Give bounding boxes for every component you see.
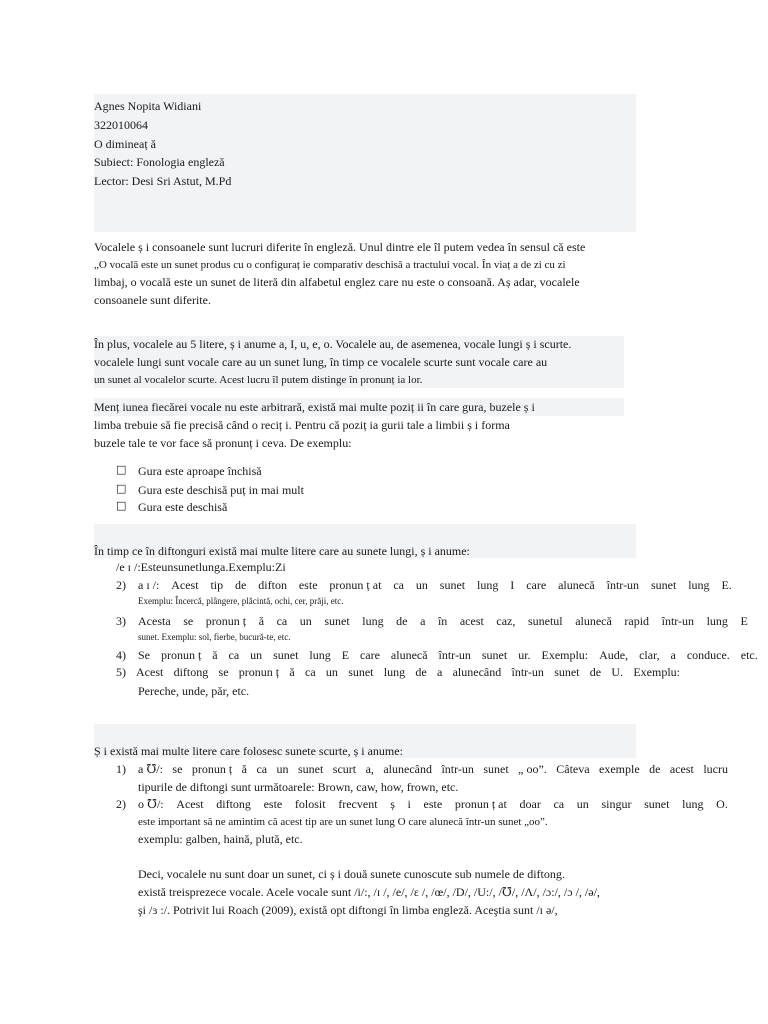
- word: este: [263, 797, 283, 811]
- word: acest: [459, 614, 484, 628]
- word: un: [576, 797, 589, 811]
- word: Exemplu:: [633, 665, 680, 679]
- word: ca: [276, 614, 288, 628]
- bullet-item: Gura este deschisă puț in mai mult: [138, 483, 304, 497]
- word: se: [172, 762, 183, 776]
- word: într-un: [438, 648, 471, 662]
- word: pronun ț at: [329, 578, 382, 592]
- list-number: 3): [116, 614, 126, 628]
- p2-line: un sunet al vocalelor scurte. Acest lucru îl putem distinge în pronunț ia lor.: [94, 374, 423, 386]
- final-line: Deci, vocalele nu sunt doar un sunet, ci ș i două sunete cunoscute sub numele de diftong.: [138, 867, 565, 881]
- word: a: [437, 665, 443, 679]
- word: ca: [393, 578, 404, 592]
- word: de: [396, 614, 408, 628]
- student-id: 322010064: [94, 118, 148, 132]
- word: este: [423, 797, 443, 811]
- list-number: 5): [116, 665, 126, 679]
- word: pronun ț: [205, 614, 247, 628]
- final-line: şi /ɜ :/. Potrivit lui Roach (2009), există opt diftongi în limba engleză. Aceştia sunt /ɪ ə/,: [138, 903, 558, 917]
- bullet-item: Gura este deschisă: [138, 500, 228, 514]
- list-number: 1): [116, 762, 126, 776]
- word: conduce.: [686, 648, 730, 662]
- word: E: [341, 648, 350, 662]
- word: I: [510, 578, 515, 592]
- diphthong-intro: În timp ce în diftonguri există mai multe litere care au sunete lungi, ș i anume:: [94, 544, 470, 558]
- lecturer: Lector: Desi Sri Astut, M.Pd: [94, 174, 232, 188]
- word: Exemplu:: [541, 648, 589, 662]
- word: ca: [553, 797, 565, 811]
- word: lung: [362, 614, 384, 628]
- word: sunet: [481, 648, 508, 662]
- word: ș: [390, 797, 395, 811]
- word: pronun ț at: [454, 797, 507, 811]
- word: Aude,: [599, 648, 629, 662]
- word: un: [415, 578, 428, 592]
- word: ca: [228, 648, 240, 662]
- word: un: [325, 665, 338, 679]
- word: ca: [305, 665, 316, 679]
- word: sunet: [644, 797, 670, 811]
- word: sunet: [554, 665, 580, 679]
- word: a,: [365, 762, 374, 776]
- word: alunecă: [558, 578, 595, 592]
- word: lung: [682, 797, 704, 811]
- word: clar,: [639, 648, 660, 662]
- word: Câteva: [556, 762, 590, 776]
- word: se: [183, 614, 194, 628]
- word: doar: [519, 797, 541, 811]
- checkbox-bullet-icon: □: [116, 499, 127, 512]
- word: sunet: [273, 648, 299, 662]
- final-line: există treisprezece vocale. Acele vocale sunt /i/:, /ɪ /, /e/, /ɛ /, /œ/, /D/, /U:/, /℧/, /Λ/, /ɔ:/, /ɔ /, /ə/,: [138, 885, 600, 899]
- word: singur: [601, 797, 632, 811]
- word: a: [420, 614, 426, 628]
- p2-line: În plus, vocalele au 5 litere, ș i anume a, I, u, e, o. Vocalele au, de asemenea, vocale lungi ș i scurte.: [94, 337, 572, 351]
- word: ă: [212, 648, 218, 662]
- word: ă: [258, 614, 265, 628]
- short-item-2: [138, 796, 728, 812]
- word: „ oo”.: [518, 762, 547, 776]
- word: într-un: [661, 614, 695, 628]
- word: diftong: [216, 797, 251, 811]
- diph-item-3: [138, 613, 748, 629]
- word: a ℧/:: [138, 762, 163, 776]
- word: în: [437, 614, 448, 628]
- word: ca: [256, 762, 268, 776]
- word: E.: [721, 578, 732, 592]
- word: într-un: [441, 762, 474, 776]
- word: de: [589, 665, 602, 679]
- p1-line: Vocalele ș i consoanele sunt lucruri diferite în engleză. Unul dintre ele îl putem vedea în sensul că este: [94, 240, 586, 254]
- word: un: [299, 614, 312, 628]
- short-item-1: [138, 761, 728, 777]
- word: sunet: [298, 762, 324, 776]
- diph-item-4: [138, 647, 758, 663]
- word: rapid: [624, 614, 650, 628]
- word: pronun ț: [238, 665, 280, 679]
- word: de: [415, 665, 427, 679]
- word: folosit: [294, 797, 326, 811]
- word: ă: [289, 665, 295, 679]
- word: acest: [669, 762, 694, 776]
- word: lung: [477, 578, 499, 592]
- word: de: [649, 762, 661, 776]
- short-item-1-cont: tipurile de diftongi sunt următoarele: Brown, caw, how, frown, etc.: [138, 780, 459, 794]
- checkbox-bullet-icon: □: [116, 463, 127, 476]
- short-item-2-example: exemplu: galben, haină, plută, etc.: [138, 832, 303, 846]
- word: într-un: [511, 665, 544, 679]
- word: lucru: [703, 762, 728, 776]
- p1-line: limbaj, o vocală este un sunet de literă din alfabetul englez care nu este o consoană. Aș adar, vocalele: [94, 275, 580, 289]
- author-name: Agnes Nopita Widiani: [94, 99, 202, 113]
- word: lung: [688, 578, 710, 592]
- word: lung: [198, 560, 221, 574]
- word: difton: [258, 578, 287, 592]
- word: o ℧/:: [138, 797, 164, 811]
- word: Se: [138, 648, 150, 662]
- word: E: [740, 614, 748, 628]
- list-number: 2): [116, 578, 126, 592]
- diph-item-5: [136, 664, 680, 680]
- word: pronun ț: [160, 648, 202, 662]
- list-number: 2): [116, 797, 126, 811]
- word: sunet: [439, 578, 466, 592]
- word: U.: [611, 665, 624, 679]
- word: Acest: [136, 665, 164, 679]
- word: lung: [383, 665, 406, 679]
- list-number: 4): [116, 648, 126, 662]
- word: lung: [309, 648, 331, 662]
- word: care: [526, 578, 547, 592]
- word: /e ɪ /:: [116, 560, 141, 574]
- word: sunet: [483, 762, 509, 776]
- short-item-2-cont: este important să ne amintim că acest tip are un sunet lung O care alunecă într-un sunet „oo”.: [138, 816, 548, 828]
- word: un: [161, 560, 174, 574]
- p3-line: limba trebuie să fie precisă când o reciț i. Pentru că poziț ia gurii tale a limbii ș i forma: [94, 418, 510, 432]
- p1-line: consoanele sunt diferite.: [94, 293, 211, 307]
- word: sunetul: [527, 614, 563, 628]
- bullet-item: Gura este aproape închisă: [138, 464, 262, 478]
- word: a ɪ /:: [138, 578, 160, 592]
- word: alunecând: [452, 665, 502, 679]
- word: sunet: [348, 665, 374, 679]
- word: un: [276, 762, 289, 776]
- word: Zi: [275, 560, 286, 574]
- word: diftong: [173, 665, 209, 679]
- p2-line: vocalele lungi sunt vocale care au un sunet lung, în timp ce vocalele scurte sunt vocale care au: [94, 355, 548, 369]
- word: etc.: [740, 648, 758, 662]
- subject: Subiect: Fonologia engleză: [94, 155, 225, 169]
- word: Acesta: [138, 614, 171, 628]
- word: ă: [241, 762, 247, 776]
- word: sunet: [173, 560, 199, 574]
- short-intro: Ș i există mai multe litere care folosesc sunete scurte, ș i anume:: [94, 744, 403, 758]
- diph-item-2: [138, 577, 732, 593]
- word: care: [359, 648, 380, 662]
- word: lung: [706, 614, 728, 628]
- word: exemple: [599, 762, 640, 776]
- word: Acest: [171, 578, 199, 592]
- word: este: [298, 578, 318, 592]
- doc-title: O dimineaț ă: [94, 137, 156, 151]
- p3-line: Menț iunea fiecărei vocale nu este arbitrară, există mai multe poziț ii în care gura, buzele ș i: [94, 400, 535, 414]
- word: tip: [210, 578, 224, 592]
- diph-item-5-example: Pereche, unde, păr, etc.: [138, 684, 250, 698]
- word: a: [670, 648, 676, 662]
- word: alunecând: [383, 762, 432, 776]
- word: i: [407, 797, 411, 811]
- word: Acest: [176, 797, 204, 811]
- word: sunet: [650, 578, 677, 592]
- word: Exemplu:: [228, 560, 276, 574]
- word: a.: [220, 560, 229, 574]
- word: frecvent: [338, 797, 378, 811]
- word: un: [250, 648, 263, 662]
- word: caz,: [496, 614, 516, 628]
- p3-line: buzele tale te vor face să pronunț i ceva. De exemplu:: [94, 436, 352, 450]
- word: într-un: [606, 578, 640, 592]
- word: Este: [140, 560, 162, 574]
- word: de: [235, 578, 247, 592]
- word: alunecă: [390, 648, 428, 662]
- word: scurt: [332, 762, 357, 776]
- checkbox-bullet-icon: □: [116, 482, 127, 495]
- word: alunecă: [575, 614, 612, 628]
- word: ur.: [518, 648, 531, 662]
- diph-item-2-example: Exemplu: Încercă, plângere, plăcintă, ochi, cer, prăji, etc.: [138, 596, 344, 606]
- word: O.: [716, 797, 728, 811]
- word: pronun ț: [191, 762, 233, 776]
- diph-item-3-example: sunet. Exemplu: sol, fierbe, bucură-te, etc.: [138, 632, 291, 642]
- p1-line: „O vocală este un sunet produs cu o configuraț ie comparativ deschisă a tractului vocal. În viaț a de zi cu zi: [94, 259, 566, 271]
- word: se: [218, 665, 229, 679]
- diph-item-1: [116, 559, 286, 575]
- word: sunet: [324, 614, 350, 628]
